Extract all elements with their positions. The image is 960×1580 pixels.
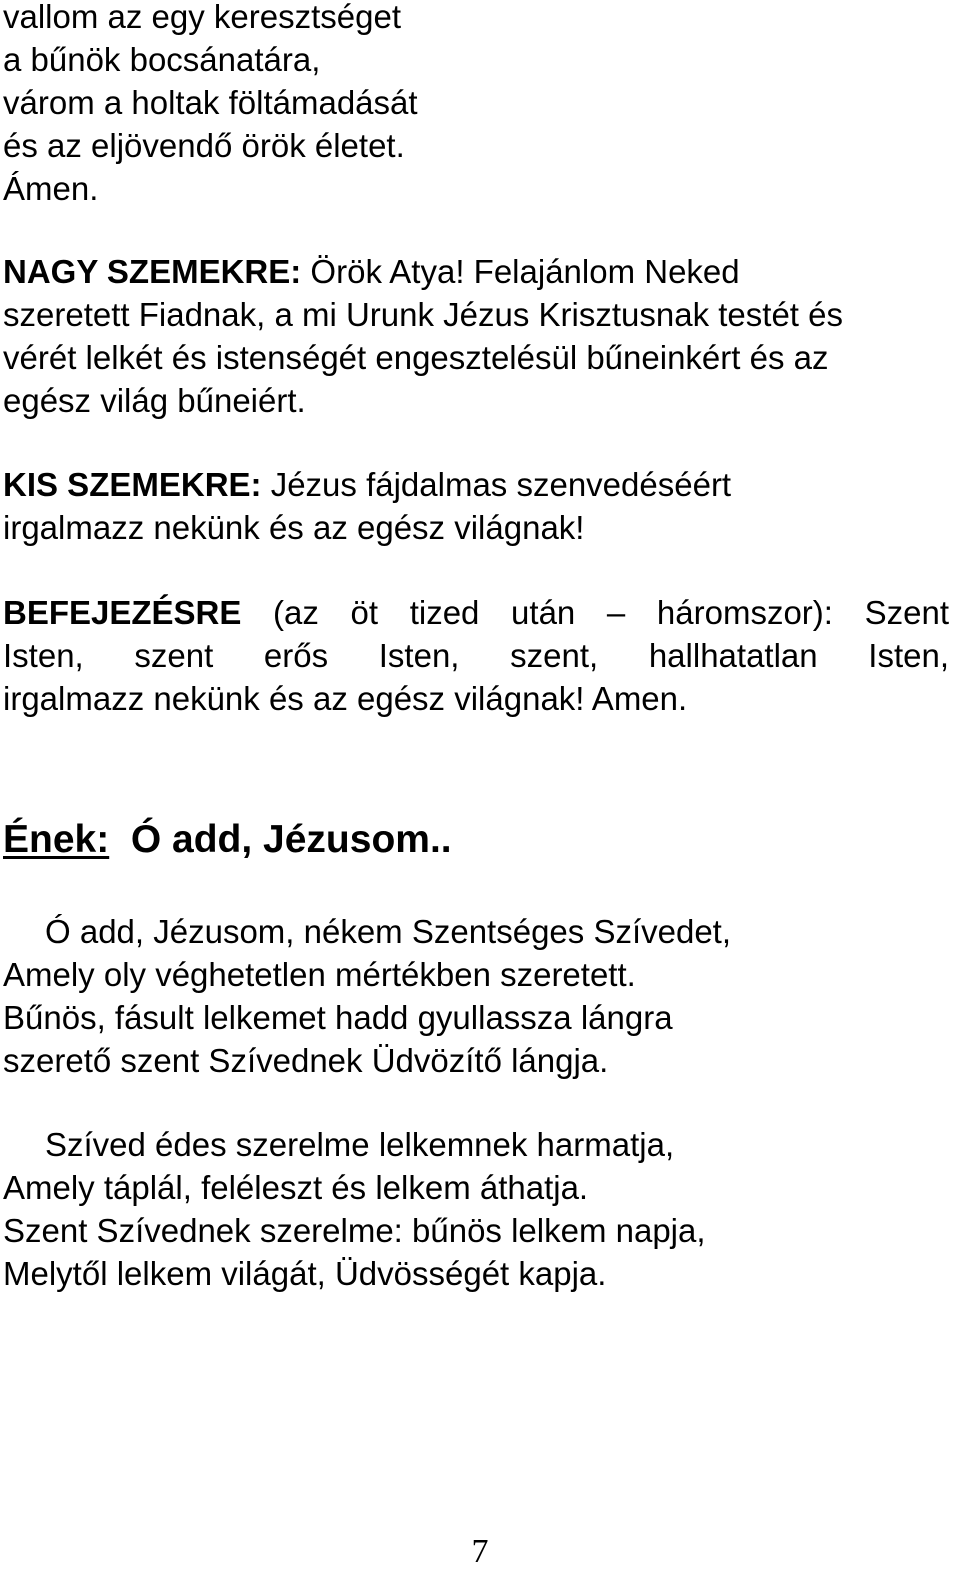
stanza-line: Bűnös, fásult lelkemet hadd gyullassza lángra xyxy=(3,999,673,1036)
closing-text: (az öt tized után – háromszor): Szent xyxy=(241,594,949,631)
song-heading xyxy=(3,815,452,865)
big-beads-first-line xyxy=(3,250,949,293)
stanza-line: Szent Szívednek szerelme: bűnös lelkem napja, xyxy=(3,1212,706,1249)
closing-paragraph xyxy=(3,591,949,720)
song-stanza-1 xyxy=(3,910,949,1082)
closing-label: BEFEJEZÉSRE xyxy=(3,594,242,631)
page-number: 7 xyxy=(471,1533,489,1570)
stanza-line: Melytől lelkem világát, Üdvösségét kapja. xyxy=(3,1255,607,1292)
big-beads-line: vérét lelkét és istenségét engesztelésül bűneinkért és az xyxy=(3,339,829,376)
big-beads-text: Örök Atya! Felajánlom Neked xyxy=(301,253,740,290)
stanza-line: Amely táplál, feléleszt és lelkem áthatja. xyxy=(3,1169,589,1206)
song-stanza-2 xyxy=(3,1123,949,1295)
stanza-line: szerető szent Szívednek Üdvözítő lángja. xyxy=(3,1042,609,1079)
song-title: Ó add, Jézusom.. xyxy=(130,818,452,861)
closing-line: irgalmazz nekünk és az egész világnak! Amen. xyxy=(3,680,688,717)
creed-line: a bűnök bocsánatára, xyxy=(3,41,321,78)
creed-ending xyxy=(3,0,949,210)
small-beads-paragraph xyxy=(3,463,949,549)
small-beads-first-line xyxy=(3,463,949,506)
small-beads-line: irgalmazz nekünk és az egész világnak! xyxy=(3,509,585,546)
stanza-line: Amely oly véghetetlen mértékben szeretett. xyxy=(3,956,636,993)
stanza-line: Szíved édes szerelme lelkemnek harmatja, xyxy=(45,1126,675,1163)
big-beads-label: NAGY SZEMEKRE: xyxy=(3,253,302,290)
creed-line: és az eljövendő örök életet. xyxy=(3,127,405,164)
creed-line: Ámen. xyxy=(3,170,99,207)
creed-line: várom a holtak föltámadását xyxy=(3,84,418,121)
big-beads-line: szeretett Fiadnak, a mi Urunk Jézus Krisztusnak testét és xyxy=(3,296,844,333)
creed-line: vallom az egy keresztséget xyxy=(3,0,402,35)
closing-line: Isten, szent erős Isten, szent, hallhatatlan Isten, xyxy=(3,637,949,674)
big-beads-paragraph xyxy=(3,250,949,422)
closing-first-line xyxy=(3,591,949,634)
stanza-line: Ó add, Jézusom, nékem Szentséges Szívedet, xyxy=(45,913,732,950)
small-beads-label: KIS SZEMEKRE: xyxy=(3,466,262,503)
small-beads-text: Jézus fájdalmas szenvedéséért xyxy=(261,466,732,503)
big-beads-line: egész világ bűneiért. xyxy=(3,382,306,419)
song-label: Ének: xyxy=(3,818,110,861)
